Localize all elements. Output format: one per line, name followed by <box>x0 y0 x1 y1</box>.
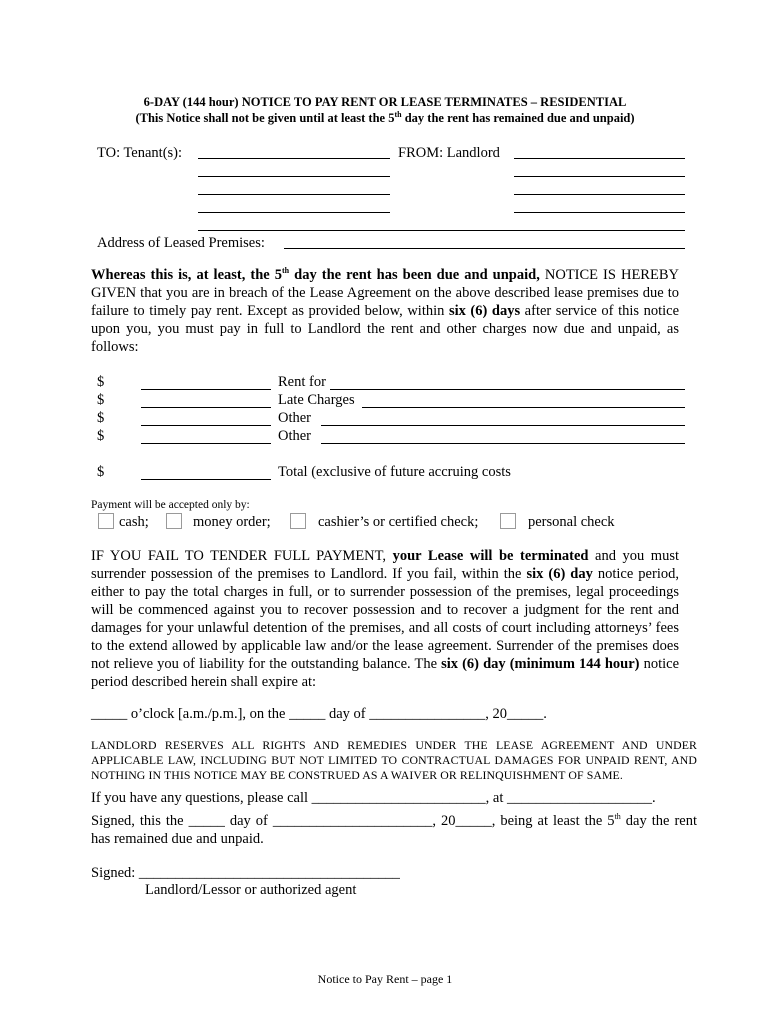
charge-label: Late Charges <box>278 392 355 408</box>
amount-line[interactable] <box>141 407 271 408</box>
charge-desc-line[interactable] <box>321 425 685 426</box>
questions-line: If you have any questions, please call ________________________, at ____________________. <box>91 790 656 806</box>
expiration-line: _____ o’clock [a.m./p.m.], on the _____ day of ________________, 20_____. <box>91 706 547 722</box>
signature-line: Signed: ____________________________________ <box>91 865 400 881</box>
total-amount-line[interactable] <box>141 479 271 480</box>
address-label: Address of Leased Premises: <box>97 235 265 251</box>
personal-check-checkbox[interactable] <box>500 513 516 529</box>
page-footer: Notice to Pay Rent – page 1 <box>317 972 453 986</box>
cashiers-check-option-label: cashier’s or certified check; <box>318 514 479 530</box>
currency-symbol: $ <box>97 392 105 408</box>
amount-line[interactable] <box>141 389 271 390</box>
money-order-checkbox[interactable] <box>166 513 182 529</box>
charge-label: Other <box>278 410 312 426</box>
total-label: Total (exclusive of future accruing costs <box>278 464 511 480</box>
notice-title: 6-DAY (144 hour) NOTICE TO PAY RENT OR LEASE TERMINATES – RESIDENTIAL <box>143 95 627 109</box>
personal-check-option-label: personal check <box>528 514 615 530</box>
landlord-line-3[interactable] <box>514 194 685 195</box>
amount-line[interactable] <box>141 425 271 426</box>
currency-symbol: $ <box>97 374 105 390</box>
currency-symbol: $ <box>97 464 105 480</box>
tenant-line-1[interactable] <box>198 158 390 159</box>
charge-desc-line[interactable] <box>330 389 685 390</box>
tenant-line-4[interactable] <box>198 212 390 213</box>
charge-label: Rent for <box>278 374 326 390</box>
landlord-line-4[interactable] <box>514 212 685 213</box>
charge-desc-line[interactable] <box>362 407 685 408</box>
currency-symbol: $ <box>97 410 105 426</box>
reservation-clause: LANDLORD RESERVES ALL RIGHTS AND REMEDIES UNDER THE LEASE AGREEMENT AND UNDER APPLICABLE LAW, INCLUDING BUT NOT LIMITED TO CONTRACTUAL DAMAGES FOR UNPAID RENT, AND NOTHING IN THIS NOTICE MAY BE CONSTRUED AS A WAIVER OR RELINQUISHMENT OF SAME. <box>91 738 697 782</box>
signature-caption: Landlord/Lessor or authorized agent <box>145 882 357 898</box>
address-line[interactable] <box>284 248 685 249</box>
money-order-option-label: money order; <box>193 514 271 530</box>
landlord-line-1[interactable] <box>514 158 685 159</box>
landlord-label: FROM: Landlord <box>398 145 500 161</box>
amount-line[interactable] <box>141 443 271 444</box>
payment-label: Payment will be accepted only by: <box>91 499 250 511</box>
signed-date-paragraph: Signed, this the _____ day of ______________________, 20_____, being at least the 5th day the rent has remained due and unpaid. <box>91 812 697 847</box>
failure-paragraph: IF YOU FAIL TO TENDER FULL PAYMENT, your Lease will be terminated and you must surrender possession of the premises to Landlord. If you fail, within the six (6) day notice period, either to pay the total charges in full, or to surrender possession of the premises, legal proceedings will be commenced against you to recover possession and to recover a judgment for the rent and damages for your unlawful detention of the premises, and all costs of court including attorneys’ fees to the extend allowed by applicable law and/or the lease agreement. Surrender of the premises does not relieve you of liability for the outstanding balance. The six (6) day (minimum 144 hour) notice period described herein shall expire at: <box>91 548 680 690</box>
address-line-top[interactable] <box>198 230 685 231</box>
tenant-line-2[interactable] <box>198 176 390 177</box>
tenant-line-3[interactable] <box>198 194 390 195</box>
cash-option-label: cash; <box>119 514 149 530</box>
charge-desc-line[interactable] <box>321 443 685 444</box>
intro-paragraph: Whereas this is, at least, the 5th day the rent has been due and unpaid, NOTICE IS HEREBY GIVEN that you are in breach of the Lease Agreement on the above described lease premises due to failure to timely pay rent. Except as provided below, within six (6) days after service of this notice upon you, you must pay in full to Landlord the rent and other charges now due and unpaid, as follows: <box>91 266 680 355</box>
currency-symbol: $ <box>97 428 105 444</box>
cashiers-check-checkbox[interactable] <box>290 513 306 529</box>
notice-subtitle: (This Notice shall not be given until at least the 5th day the rent has remained due and unpaid) <box>135 109 635 125</box>
cash-checkbox[interactable] <box>98 513 114 529</box>
tenant-label: TO: Tenant(s): <box>97 145 183 161</box>
landlord-line-2[interactable] <box>514 176 685 177</box>
charge-label: Other <box>278 428 312 444</box>
